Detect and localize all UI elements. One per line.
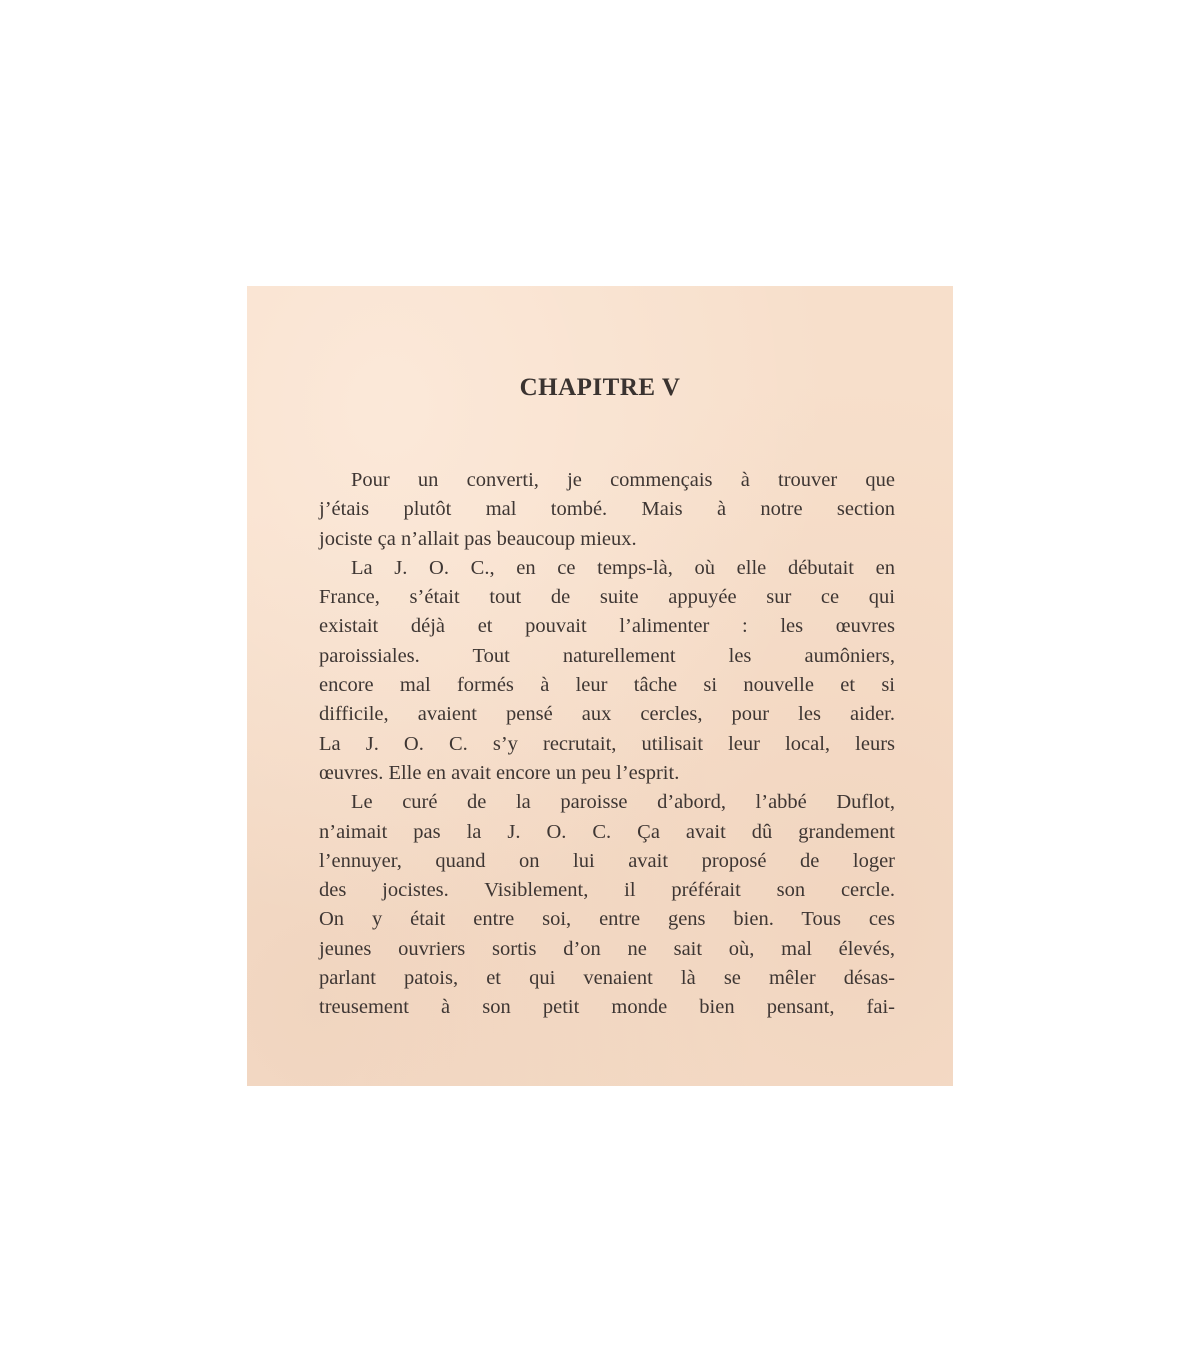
text-line: l’ennuyer, quand on lui avait proposé de loger [319,849,895,872]
text-line: jociste ça n’allait pas beaucoup mieux. [319,527,637,550]
chapter-title: CHAPITRE V [519,374,681,401]
text-line: œuvres. Elle en avait encore un peu l’esprit. [319,761,680,784]
text-line: n’aimait pas la J. O. C. Ça avait dû grandement [319,820,895,843]
text-line: jeunes ouvriers sortis d’on ne sait où, mal élevés, [319,937,895,960]
text-line: La J. O. C. s’y recrutait, utilisait leur local, leurs [319,732,895,755]
text-line: France, s’était tout de suite appuyée sur ce qui [319,586,895,609]
text-line: Le curé de la paroisse d’abord, l’abbé Duflot, [351,791,895,814]
text-line: des jocistes. Visiblement, il préférait son cercle. [319,879,895,902]
text-line: j’étais plutôt mal tombé. Mais à notre section [319,498,895,521]
text-line: On y était entre soi, entre gens bien. Tous ces [319,908,895,931]
book-page [247,286,953,1086]
text-line: La J. O. C., en ce temps-là, où elle débutait en [351,556,895,579]
text-line: treusement à son petit monde bien pensant, fai- [319,996,895,1019]
text-line: paroissiales. Tout naturellement les aumôniers, [319,644,895,667]
text-line: Pour un converti, je commençais à trouver que [351,469,895,491]
text-line: encore mal formés à leur tâche si nouvelle et si [319,674,895,697]
text-line: existait déjà et pouvait l’alimenter : les œuvres [319,615,895,638]
text-line: difficile, avaient pensé aux cercles, pour les aider. [319,703,895,726]
body-text [319,466,895,1023]
text-line: parlant patois, et qui venaient là se mêler désas- [319,967,895,990]
